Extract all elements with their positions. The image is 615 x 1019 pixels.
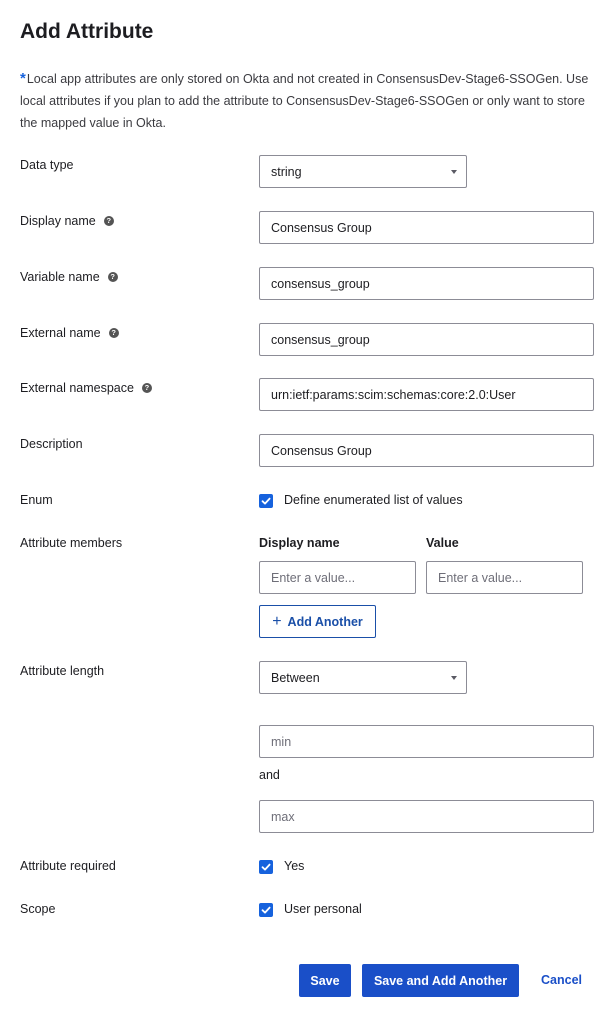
external-namespace-label: External namespace ? bbox=[20, 381, 152, 395]
page-title: Add Attribute bbox=[20, 20, 154, 43]
attribute-members-label: Attribute members bbox=[20, 536, 123, 550]
help-icon[interactable]: ? bbox=[104, 216, 114, 226]
checkmark-icon bbox=[261, 862, 271, 872]
min-length-input[interactable]: min bbox=[259, 725, 594, 758]
description-input[interactable]: Consensus Group bbox=[259, 434, 594, 467]
plus-icon: + bbox=[272, 612, 282, 630]
enum-checkbox[interactable] bbox=[259, 494, 273, 508]
attribute-length-value: Between bbox=[271, 670, 320, 685]
add-another-button[interactable] bbox=[259, 605, 376, 638]
variable-name-label: Variable name ? bbox=[20, 270, 118, 284]
display-name-label: Display name ? bbox=[20, 214, 114, 228]
save-and-add-another-button[interactable]: Save and Add Another bbox=[362, 964, 519, 997]
data-type-select[interactable] bbox=[259, 155, 467, 188]
info-note-text: Local app attributes are only stored on Okta and not created in ConsensusDev-Stage6-SSOGen. Use local attributes if you plan to add the attribute to ConsensusDev-Stage6-SSOGen or only want to store the mapped value in Okta. bbox=[20, 72, 589, 130]
attribute-required-label: Attribute required bbox=[20, 859, 116, 873]
enum-label: Enum bbox=[20, 493, 53, 507]
value-column-header: Value bbox=[426, 536, 459, 550]
chevron-down-icon bbox=[451, 170, 457, 174]
description-label: Description bbox=[20, 437, 83, 451]
attribute-length-select[interactable] bbox=[259, 661, 467, 694]
data-type-label: Data type bbox=[20, 158, 74, 172]
scope-checkbox[interactable] bbox=[259, 903, 273, 917]
external-name-label: External name ? bbox=[20, 326, 119, 340]
help-icon[interactable]: ? bbox=[109, 328, 119, 338]
cancel-button[interactable]: Cancel bbox=[541, 973, 582, 987]
save-button[interactable]: Save bbox=[299, 964, 351, 997]
display-name-column-header: Display name bbox=[259, 536, 340, 550]
external-namespace-input[interactable]: urn:ietf:params:scim:schemas:core:2.0:User bbox=[259, 378, 594, 411]
help-icon[interactable]: ? bbox=[108, 272, 118, 282]
variable-name-input[interactable]: consensus_group bbox=[259, 267, 594, 300]
checkmark-icon bbox=[261, 496, 271, 506]
info-note bbox=[20, 68, 600, 134]
asterisk-icon: * bbox=[20, 70, 26, 87]
member-value-input[interactable]: Enter a value... bbox=[426, 561, 583, 594]
checkmark-icon bbox=[261, 905, 271, 915]
add-another-label: Add Another bbox=[287, 614, 363, 629]
enum-checkbox-label: Define enumerated list of values bbox=[284, 493, 463, 507]
attribute-length-label: Attribute length bbox=[20, 664, 105, 678]
and-label: and bbox=[259, 768, 280, 782]
max-length-input[interactable]: max bbox=[259, 800, 594, 833]
display-name-input[interactable]: Consensus Group bbox=[259, 211, 594, 244]
scope-label: Scope bbox=[20, 902, 56, 916]
help-icon[interactable]: ? bbox=[142, 383, 152, 393]
external-name-input[interactable]: consensus_group bbox=[259, 323, 594, 356]
member-display-name-input[interactable]: Enter a value... bbox=[259, 561, 416, 594]
data-type-value: string bbox=[271, 164, 302, 179]
attribute-required-checkbox-label: Yes bbox=[284, 859, 305, 873]
scope-checkbox-label: User personal bbox=[284, 902, 362, 916]
chevron-down-icon bbox=[451, 676, 457, 680]
attribute-required-checkbox[interactable] bbox=[259, 860, 273, 874]
